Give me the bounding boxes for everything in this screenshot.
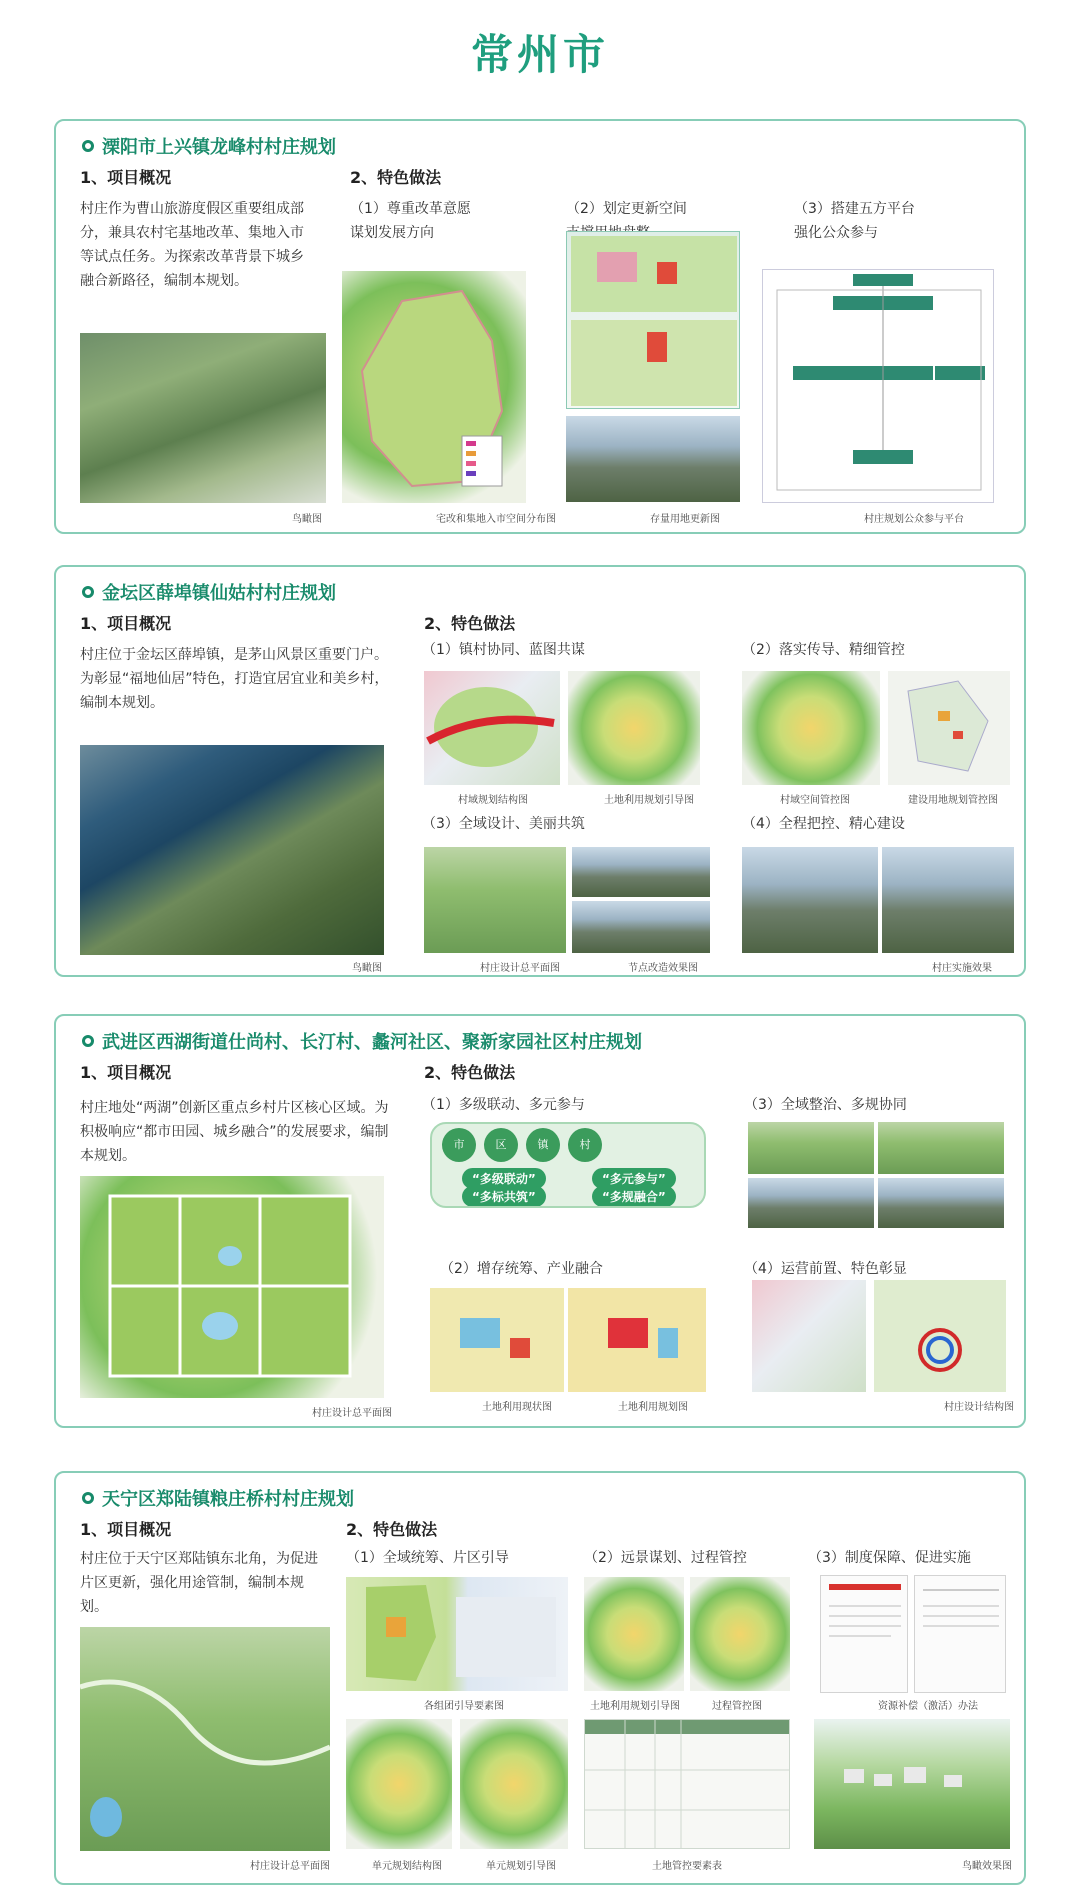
- document-sketch: [915, 1576, 1006, 1693]
- location-pin-icon: [82, 586, 94, 598]
- site-plan-sketch: [80, 1627, 330, 1851]
- site-plan-sketch: [80, 1176, 384, 1398]
- cluster-guide-map: [346, 1577, 568, 1691]
- aerial-view-image: [80, 333, 326, 503]
- project-card-4: [54, 1471, 1026, 1885]
- overview-heading: 1、项目概况: [80, 168, 172, 187]
- status-sketch: [430, 1288, 564, 1392]
- map-sketch: [342, 271, 526, 503]
- node-render-1: [572, 847, 710, 897]
- features-heading: 2、特色做法: [346, 1520, 438, 1539]
- village-site-plan-image: [80, 1627, 330, 1851]
- rectification-photo-1: [748, 1122, 874, 1174]
- card-title: [82, 1028, 642, 1054]
- land-use-guide-map: [584, 1577, 684, 1691]
- caption: 单元规划结构图: [372, 1861, 442, 1872]
- project-card-2: [54, 565, 1026, 977]
- site-photos: [566, 416, 740, 502]
- diagram-tag: “多规融合”: [592, 1186, 676, 1207]
- feature-item: （1）镇村协同、蓝图共谋: [422, 642, 585, 658]
- caption: 土地利用现状图: [482, 1402, 552, 1413]
- process-control-map: [690, 1577, 790, 1691]
- diagram-tag: “多级联动”: [462, 1168, 546, 1189]
- overview-text: 村庄位于天宁区郑陆镇东北角，为促进片区更新，强化用途管制，编制本规划。: [80, 1551, 318, 1615]
- document-sketch: [821, 1576, 908, 1693]
- overview-text: 村庄地处“两湖”创新区重点乡村片区核心区域。为积极响应“都市田园、城乡融合”的发展要求，编制本规划。: [80, 1100, 389, 1164]
- cluster-sketch: [346, 1577, 568, 1691]
- unit-structure-map: [346, 1719, 452, 1849]
- caption: 节点改造效果图: [628, 963, 698, 974]
- feature-item: （1）多级联动、多元参与: [422, 1097, 585, 1113]
- aerial-view-image: [80, 745, 384, 955]
- caption: 宅改和集地入市空间分布图: [436, 514, 556, 525]
- caption: 鸟瞰效果图: [962, 1861, 1012, 1872]
- project-card-3: [54, 1014, 1026, 1428]
- caption: 村庄实施效果: [932, 963, 992, 974]
- feature-item: （1）全域统筹、片区引导: [346, 1550, 509, 1566]
- page-title: 常州市: [470, 30, 609, 79]
- village-site-plan-image: [80, 1176, 384, 1398]
- plan-sketch: [567, 232, 740, 409]
- construction-control-map: [888, 671, 1010, 785]
- overview-text: 村庄位于金坛区薛埠镇，是茅山风景区重要门户。为彰显“福地仙居”特色，打造宜居宜业和美乡村，编制本规划。: [80, 647, 389, 711]
- card-title: [82, 1485, 354, 1511]
- multi-level-diagram: [430, 1122, 706, 1208]
- caption: 过程管控图: [712, 1701, 762, 1712]
- land-update-plan: [566, 231, 740, 409]
- rectification-photo-4: [878, 1178, 1004, 1228]
- card-title-text: 武进区西湖街道仕尚村、长汀村、蠡河社区、聚新家园社区村庄规划: [102, 1032, 642, 1053]
- render-sketch: [814, 1719, 1010, 1849]
- card-title-text: 天宁区郑陆镇粮庄桥村村庄规划: [102, 1489, 354, 1510]
- level-circle: 镇: [526, 1128, 560, 1162]
- caption: 土地利用规划引导图: [604, 795, 694, 806]
- feature-item: （4）运营前置、特色彰显: [744, 1261, 907, 1277]
- aerial-render-image: [814, 1719, 1010, 1849]
- policy-document-1: [820, 1575, 908, 1693]
- village-structure-map: [424, 671, 560, 785]
- features-heading: 2、特色做法: [424, 614, 516, 633]
- location-pin-icon: [82, 1492, 94, 1504]
- control-sketch: [888, 671, 1010, 785]
- land-control-table: [584, 1719, 790, 1849]
- feature-item: （2）增存统筹、产业融合: [440, 1261, 603, 1277]
- caption: 村域空间管控图: [780, 795, 850, 806]
- card-title-text: 金坛区薛埠镇仙姑村村庄规划: [102, 583, 336, 604]
- flowchart-sketch: [763, 270, 994, 503]
- caption: 单元规划引导图: [486, 1861, 556, 1872]
- card-title: [82, 133, 336, 159]
- policy-document-2: [914, 1575, 1006, 1693]
- caption: 村庄设计结构图: [944, 1402, 1014, 1413]
- overview-heading: 1、项目概况: [80, 614, 172, 633]
- unit-guide-map: [460, 1719, 568, 1849]
- land-use-status-map: [430, 1288, 564, 1392]
- village-photo-1: [742, 847, 878, 953]
- feature-item: （3）全域设计、美丽共筑: [422, 816, 585, 832]
- feature-item: （3）制度保障、促进实施: [808, 1550, 971, 1566]
- project-card-1: [54, 119, 1026, 534]
- reform-distribution-map: [342, 271, 526, 503]
- feature-item: （3）搭建五方平台 强化公众参与: [794, 201, 915, 241]
- rectification-photo-2: [878, 1122, 1004, 1174]
- feature-item: （1）尊重改革意愿 谋划发展方向: [350, 201, 471, 241]
- overview-text: 村庄作为曹山旅游度假区重要组成部分，兼具农村宅基地改革、集地入市等试点任务。为探索改革背景下城乡融合新路径，编制本规划。: [80, 201, 304, 289]
- caption: 资源补偿（激活）办法: [878, 1701, 978, 1712]
- participation-flowchart: [762, 269, 994, 503]
- village-photo-2: [882, 847, 1014, 953]
- features-heading: 2、特色做法: [350, 168, 442, 187]
- level-circle: 村: [568, 1128, 602, 1162]
- card-title: [82, 579, 336, 605]
- diagram-tag: “多元参与”: [592, 1168, 676, 1189]
- structure-sketch: [874, 1280, 1006, 1392]
- node-render-2: [572, 901, 710, 953]
- caption: 村庄设计总平面图: [480, 963, 560, 974]
- spatial-control-map: [742, 671, 880, 785]
- caption: 土地利用规划引导图: [590, 1701, 680, 1712]
- land-use-plan-map: [568, 1288, 706, 1392]
- land-use-guide-map: [568, 671, 700, 785]
- feature-item: （3）全域整治、多规协同: [744, 1097, 907, 1113]
- plan-sketch: [568, 1288, 706, 1392]
- level-circle: 市: [442, 1128, 476, 1162]
- caption: 存量用地更新图: [650, 514, 720, 525]
- rectification-photo-3: [748, 1178, 874, 1228]
- overview-heading: 1、项目概况: [80, 1520, 172, 1539]
- village-site-plan: [424, 847, 566, 953]
- caption: 村庄设计总平面图: [250, 1861, 330, 1872]
- level-circle: 区: [484, 1128, 518, 1162]
- caption: 村域规划结构图: [458, 795, 528, 806]
- feature-item: （4）全程把控、精心建设: [742, 816, 905, 832]
- overview-heading: 1、项目概况: [80, 1063, 172, 1082]
- table-sketch: [585, 1720, 790, 1849]
- diagram-tag: “多标共筑”: [462, 1186, 546, 1207]
- caption: 各组团引导要素图: [424, 1701, 504, 1712]
- caption: 村庄规划公众参与平台: [864, 514, 964, 525]
- caption: 土地管控要素表: [652, 1861, 722, 1872]
- features-heading: 2、特色做法: [424, 1063, 516, 1082]
- structure-sketch: [424, 671, 560, 785]
- operation-map-1: [752, 1280, 866, 1392]
- location-pin-icon: [82, 1035, 94, 1047]
- card-title-text: 溧阳市上兴镇龙峰村村庄规划: [102, 137, 336, 158]
- caption: 鸟瞰图: [352, 963, 382, 974]
- feature-item: （2）落实传导、精细管控: [742, 642, 905, 658]
- caption: 鸟瞰图: [292, 514, 322, 525]
- location-pin-icon: [82, 140, 94, 152]
- feature-item: （2）远景谋划、过程管控: [584, 1550, 747, 1566]
- caption: 村庄设计总平面图: [312, 1408, 392, 1419]
- feature-item: （2）划定更新空间: [566, 201, 687, 217]
- caption: 建设用地规划管控图: [908, 795, 998, 806]
- caption: 土地利用规划图: [618, 1402, 688, 1413]
- village-structure-map: [874, 1280, 1006, 1392]
